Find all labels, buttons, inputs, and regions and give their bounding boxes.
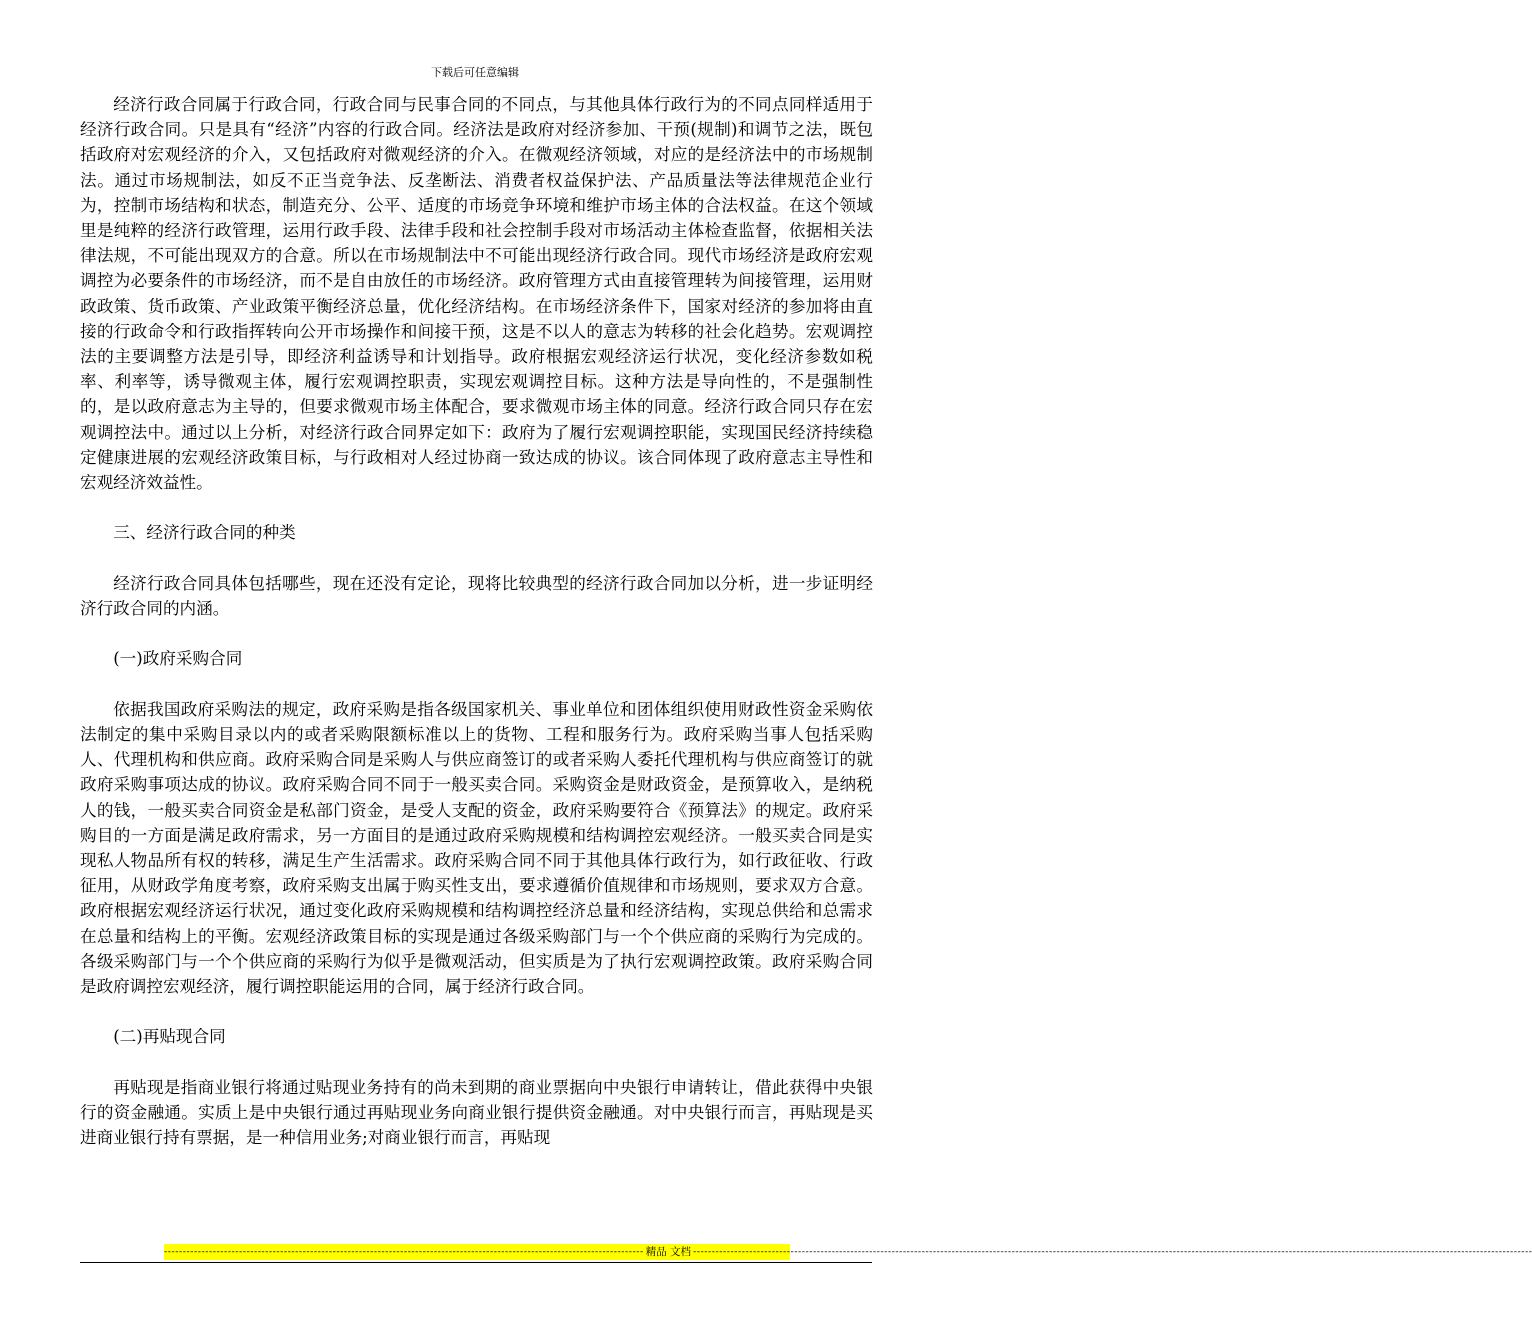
section-heading-contract-types: 三、经济行政合同的种类 (113, 523, 296, 543)
subheading-rediscount-contract: (二)再贴现合同 (113, 1027, 226, 1047)
subheading-government-procurement: (一)政府采购合同 (113, 649, 243, 669)
footer-banner (164, 1244, 1532, 1260)
document-body (80, 92, 873, 1150)
paragraph-types-intro: 经济行政合同具体包括哪些，现在还没有定论，现将比较典型的经济行政合同加以分析，进一步证明经济行政合同的内涵。 (80, 573, 873, 619)
footer-dash-left: -------------------------------------------------------------------------------------------------------------------------------- (164, 1247, 644, 1257)
footer-label: 精品 文档 (645, 1246, 692, 1258)
page-header-note: 下载后可任意编辑 (431, 66, 519, 79)
paragraph-economic-contract-definition: 经济行政合同属于行政合同，行政合同与民事合同的不同点，与其他具体行政行为的不同点同样适用于经济行政合同。只是具有“经济”内容的行政合同。经济法是政府对经济参加、干预(规制)和调节之法，既包括政府对宏观经济的介入，又包括政府对微观经济的介入。在微观经济领域，对应的是经济法中的市场规制法。通过市场规制法，如反不正当竞争法、反垄断法、消费者权益保护法、产品质量法等法律规范企业行为，控制市场结构和状态，制造充分、公平、适度的市场竞争环境和维护市场主体的合法权益。在这个领域里是纯粹的经济行政管理，运用行政手段、法律手段和社会控制手段对市场活动主体检查监督，依据相关法律法规，不可能出现双方的合意。所以在市场规制法中不可能出现经济行政合同。现代市场经济是政府宏观调控为必要条件的市场经济，而不是自由放任的市场经济。政府管理方式由直接管理转为间接管理，运用财政政策、货币政策、产业政策平衡经济总量，优化经济结构。在市场经济条件下，国家对经济的参加将由直接的行政命令和行政指挥转向公开市场操作和间接干预，这是不以人的意志为转移的社会化趋势。宏观调控法的主要调整方法是引导，即经济利益诱导和计划指导。政府根据宏观经济运行状况，变化经济参数如税率、利率等，诱导微观主体，履行宏观调控职责，实现宏观调控目标。这种方法是导向性的，不是强制性的，是以政府意志为主导的，但要求微观市场主体配合，要求微观市场主体的同意。经济行政合同只存在宏观调控法中。通过以上分析，对经济行政合同界定如下：政府为了履行宏观调控职能，实现国民经济持续稳定健康进展的宏观经济政策目标，与行政相对人经过协商一致达成的协议。该合同体现了政府意志主导性和宏观经济效益性。 (80, 95, 873, 493)
paragraph-rediscount: 再贴现是指商业银行将通过贴现业务持有的尚未到期的商业票据向中央银行申请转让，借此获得中央银行的资金融通。实质上是中央银行通过再贴现业务向商业银行提供资金融通。对中央银行而言，再贴现是买进商业银行持有票据，是一种信用业务;对商业银行而言，再贴现 (80, 1077, 873, 1148)
paragraph-government-procurement: 依据我国政府采购法的规定，政府采购是指各级国家机关、事业单位和团体组织使用财政性资金采购依法制定的集中采购目录以内的或者采购限额标准以上的货物、工程和服务行为。政府采购当事人包括采购人、代理机构和供应商。政府采购合同是采购人与供应商签订的或者采购人委托代理机构与供应商签订的就政府采购事项达成的协议。政府采购合同不同于一般买卖合同。采购资金是财政资金，是预算收入，是纳税人的钱，一般买卖合同资金是私部门资金，是受人支配的资金，政府采购要符合《预算法》的规定。政府采购目的一方面是满足政府需求，另一方面目的是通过政府采购规模和结构调控宏观经济。一般买卖合同是实现私人物品所有权的转移，满足生产生活需求。政府采购合同不同于其他具体行政行为，如行政征收、行政征用，从财政学角度考察，政府采购支出属于购买性支出，要求遵循价值规律和市场规则，要求双方合意。政府根据宏观经济运行状况，通过变化政府采购规模和结构调控经济总量和经济结构，实现总供给和总需求在总量和结构上的平衡。宏观经济政策目标的实现是通过各级采购部门与一个个供应商的采购行为完成的。各级采购部门与一个个供应商的采购行为似乎是微观活动，但实质是为了执行宏观调控政策。政府采购合同是政府调控宏观经济，履行调控职能运用的合同，属于经济行政合同。 (80, 699, 873, 997)
footer-divider (80, 1262, 872, 1263)
footer-dash-right: -------------------------------------------------------------------------------------------------------------------------------------------------------------------------------------------------------------------------------- (693, 1247, 1532, 1257)
